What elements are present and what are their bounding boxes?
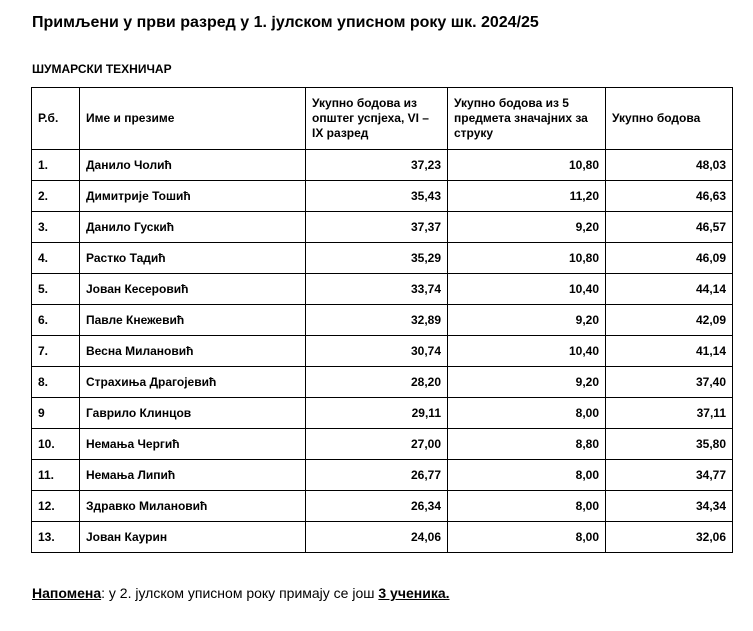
- cell-name: Растко Тадић: [80, 243, 306, 274]
- table-row: [32, 274, 733, 305]
- table-row: [32, 305, 733, 336]
- cell-subjects: 11,20: [448, 181, 606, 212]
- cell-general: 35,29: [306, 243, 448, 274]
- table-row: [32, 522, 733, 553]
- table-row: [32, 212, 733, 243]
- table-row: [32, 429, 733, 460]
- cell-subjects: 10,80: [448, 150, 606, 181]
- footnote: [32, 585, 450, 601]
- cell-rb: 4.: [32, 243, 80, 274]
- cell-rb: 9: [32, 398, 80, 429]
- admission-table: [31, 87, 733, 553]
- table-row: [32, 181, 733, 212]
- note-text: : у 2. јулском уписном року примају се још: [101, 585, 379, 601]
- table-body: [32, 150, 733, 553]
- cell-total: 46,09: [606, 243, 733, 274]
- header-subjects: Укупно бодова из 5 предмета значајних за струку: [448, 88, 606, 150]
- header-rb: Р.б.: [32, 88, 80, 150]
- cell-name: Данило Гускић: [80, 212, 306, 243]
- cell-subjects: 8,00: [448, 491, 606, 522]
- cell-total: 46,63: [606, 181, 733, 212]
- cell-rb: 10.: [32, 429, 80, 460]
- header-general: Укупно бодова из општег успјеха, VI – IX разред: [306, 88, 448, 150]
- cell-total: 37,40: [606, 367, 733, 398]
- cell-general: 26,77: [306, 460, 448, 491]
- cell-name: Немања Липић: [80, 460, 306, 491]
- cell-general: 30,74: [306, 336, 448, 367]
- cell-subjects: 10,80: [448, 243, 606, 274]
- note-label: Напомена: [32, 585, 102, 601]
- cell-rb: 6.: [32, 305, 80, 336]
- cell-rb: 13.: [32, 522, 80, 553]
- table-row: [32, 150, 733, 181]
- header-total: Укупно бодова: [606, 88, 733, 150]
- cell-name: Страхиња Драгојевић: [80, 367, 306, 398]
- table-header-row: [32, 88, 733, 150]
- table-row: [32, 367, 733, 398]
- cell-name: Немања Чергић: [80, 429, 306, 460]
- header-name: Име и презиме: [80, 88, 306, 150]
- cell-name: Гаврило Клинцов: [80, 398, 306, 429]
- cell-rb: 8.: [32, 367, 80, 398]
- cell-general: 37,37: [306, 212, 448, 243]
- cell-general: 37,23: [306, 150, 448, 181]
- cell-name: Данило Чолић: [80, 150, 306, 181]
- cell-subjects: 10,40: [448, 336, 606, 367]
- note-count: 3 ученика.: [378, 585, 450, 601]
- cell-rb: 1.: [32, 150, 80, 181]
- page-title: Примљени у први разред у 1. јулском уписном року шк. 2024/25: [32, 14, 539, 31]
- table-row: [32, 398, 733, 429]
- cell-general: 32,89: [306, 305, 448, 336]
- table-row: [32, 243, 733, 274]
- table-row: [32, 460, 733, 491]
- cell-general: 27,00: [306, 429, 448, 460]
- program-name: ШУМАРСКИ ТЕХНИЧАР: [32, 62, 172, 76]
- table-row: [32, 336, 733, 367]
- cell-general: 26,34: [306, 491, 448, 522]
- cell-name: Павле Кнежевић: [80, 305, 306, 336]
- cell-subjects: 9,20: [448, 367, 606, 398]
- cell-rb: 3.: [32, 212, 80, 243]
- cell-subjects: 10,40: [448, 274, 606, 305]
- cell-rb: 12.: [32, 491, 80, 522]
- cell-general: 33,74: [306, 274, 448, 305]
- cell-name: Јован Каурин: [80, 522, 306, 553]
- cell-rb: 11.: [32, 460, 80, 491]
- cell-total: 34,34: [606, 491, 733, 522]
- cell-general: 24,06: [306, 522, 448, 553]
- cell-rb: 5.: [32, 274, 80, 305]
- cell-general: 28,20: [306, 367, 448, 398]
- cell-total: 46,57: [606, 212, 733, 243]
- cell-total: 48,03: [606, 150, 733, 181]
- cell-total: 32,06: [606, 522, 733, 553]
- table-row: [32, 491, 733, 522]
- cell-general: 35,43: [306, 181, 448, 212]
- cell-subjects: 8,00: [448, 522, 606, 553]
- cell-total: 44,14: [606, 274, 733, 305]
- cell-subjects: 8,00: [448, 460, 606, 491]
- cell-total: 34,77: [606, 460, 733, 491]
- cell-general: 29,11: [306, 398, 448, 429]
- cell-name: Здравко Милановић: [80, 491, 306, 522]
- cell-subjects: 8,00: [448, 398, 606, 429]
- cell-rb: 2.: [32, 181, 80, 212]
- cell-total: 37,11: [606, 398, 733, 429]
- cell-name: Весна Милановић: [80, 336, 306, 367]
- cell-name: Димитрије Тошић: [80, 181, 306, 212]
- cell-subjects: 9,20: [448, 212, 606, 243]
- cell-subjects: 8,80: [448, 429, 606, 460]
- cell-rb: 7.: [32, 336, 80, 367]
- cell-total: 35,80: [606, 429, 733, 460]
- cell-total: 41,14: [606, 336, 733, 367]
- cell-name: Јован Кесеровић: [80, 274, 306, 305]
- cell-total: 42,09: [606, 305, 733, 336]
- cell-subjects: 9,20: [448, 305, 606, 336]
